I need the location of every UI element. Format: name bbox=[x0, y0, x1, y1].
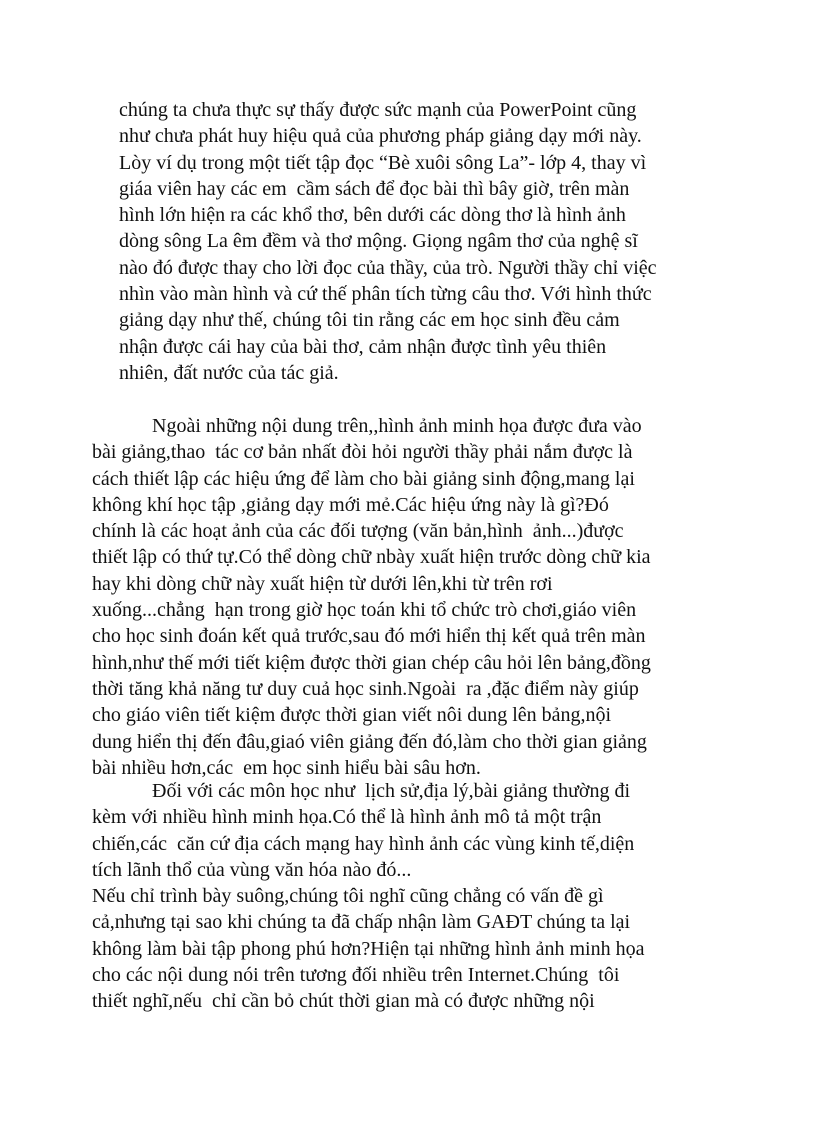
text-line: dung hiển thị đến đâu,giaó viên giảng đến đó,làm cho thời gian giảng bbox=[92, 730, 647, 753]
text-line: cho giáo viên tiết kiệm được thời gian viết nôi dung lên bảng,nội bbox=[92, 704, 612, 727]
text-line: chúng ta chưa thực sự thấy được sức mạnh của PowerPoint cũng bbox=[119, 99, 637, 121]
text-line: nào đó được thay cho lời đọc của thầy, của trò. Người thầy chỉ việc bbox=[119, 256, 657, 279]
text-line: cho học sinh đoán kết quả trước,sau đó mới hiển thị kết quả trên màn bbox=[92, 625, 646, 648]
paragraph-1 bbox=[119, 97, 657, 386]
text-line: nhiên, đất nước của tác giả. bbox=[119, 361, 339, 384]
text-line: Đối với các môn học như lịch sử,địa lý,bài giảng thường đi bbox=[92, 780, 631, 802]
text-line: cho các nội dung nói trên tương đối nhiều trên Internet.Chúng tôi bbox=[92, 963, 620, 986]
paragraph-2 bbox=[92, 413, 651, 781]
text-line: cách thiết lập các hiệu ứng để làm cho bài giảng sinh động,mang lại bbox=[92, 467, 635, 490]
text-line: Nếu chỉ trình bày suông,chúng tôi nghĩ cũng chẳng có vấn đề gì bbox=[92, 885, 604, 907]
text-line: nhận được cái hay của bài thơ, cảm nhận được tình yêu thiên bbox=[119, 335, 607, 358]
text-line: Ngoài những nội dung trên,,hình ảnh minh họa được đưa vào bbox=[92, 415, 642, 437]
text-line: tích lãnh thổ của vùng văn hóa nào đó... bbox=[92, 859, 412, 881]
paragraph-3 bbox=[92, 778, 634, 857]
text-line: bài nhiều hơn,các em học sinh hiểu bài sâu hơn. bbox=[92, 756, 481, 779]
text-line: chiến,các căn cứ địa cách mạng hay hình ảnh các vùng kinh tế,diện bbox=[92, 832, 635, 855]
text-line: không khí học tập ,giảng dạy mới mẻ.Các hiệu ứng này là gì?Đó bbox=[92, 493, 609, 516]
text-line: giáa viên hay các em cầm sách để đọc bài thì bây giờ, trên màn bbox=[119, 177, 630, 200]
text-line: dòng sông La êm đềm và thơ mộng. Giọng ngâm thơ của nghệ sĩ bbox=[119, 230, 638, 253]
text-line: thiết lập có thứ tự.Có thể dòng chữ nbày xuất hiện trước dòng chữ kia bbox=[92, 546, 651, 569]
text-line: hình,như thế mới tiết kiệm được thời gian chép câu hỏi lên bảng,đồng bbox=[92, 651, 651, 674]
text-line: cả,nhưng tại sao khi chúng ta đã chấp nhận làm GAĐT chúng ta lại bbox=[92, 911, 631, 934]
text-line: Lòy ví dụ trong một tiết tập đọc “Bè xuôi sông La”- lớp 4, thay vì bbox=[119, 151, 647, 174]
text-line: như chưa phát huy hiệu quả của phương pháp giảng dạy mới này. bbox=[119, 125, 642, 148]
text-line: hay khi dòng chữ này xuất hiện từ dưới lên,khi từ trên rơi bbox=[92, 572, 553, 595]
text-line: không làm bài tập phong phú hơn?Hiện tại những hình ảnh minh họa bbox=[92, 937, 645, 960]
text-line: nhìn vào màn hình và cứ thế phân tích từng câu thơ. Với hình thức bbox=[119, 283, 652, 306]
text-line: chính là các hoạt ảnh của các đối tượng (văn bản,hình ảnh...)được bbox=[92, 520, 624, 543]
text-line: hình lớn hiện ra các khổ thơ, bên dưới các dòng thơ là hình ảnh bbox=[119, 204, 626, 227]
text-line: bài giảng,thao tác cơ bản nhất đòi hỏi người thầy phải nắm được là bbox=[92, 441, 633, 464]
paragraph-3-tail bbox=[92, 857, 411, 883]
text-line: giảng dạy như thế, chúng tôi tin rằng các em học sinh đều cảm bbox=[119, 309, 620, 332]
paragraph-4 bbox=[92, 883, 644, 1014]
text-line: thời tăng khả năng tư duy cuả học sinh.Ngoài ra ,đặc điểm này giúp bbox=[92, 677, 639, 700]
text-line: thiết nghĩ,nếu chỉ cần bỏ chút thời gian mà có được những nội bbox=[92, 990, 595, 1013]
text-line: kèm với nhiều hình minh họa.Có thể là hình ảnh mô tả một trận bbox=[92, 806, 602, 829]
text-line: xuống...chẳng hạn trong giờ học toán khi tổ chức trò chơi,giáo viên bbox=[92, 599, 637, 622]
